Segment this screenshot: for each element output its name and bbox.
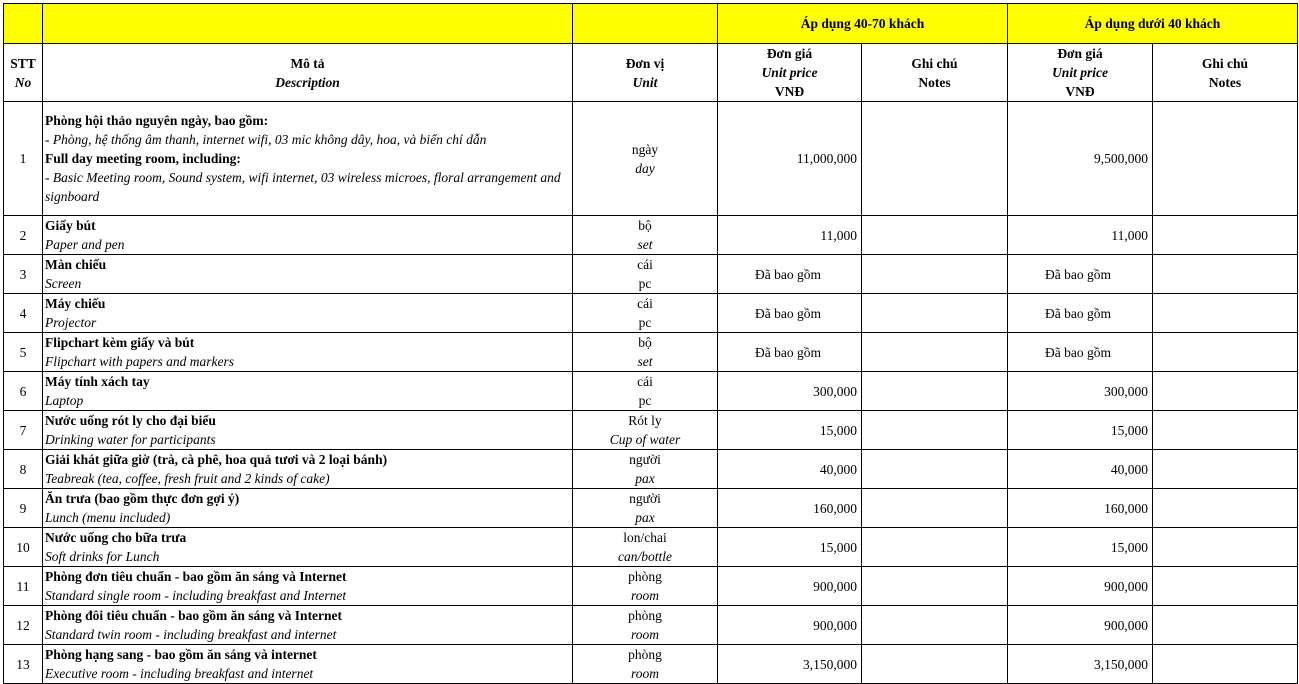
header-price-currency: VNĐ [1065, 84, 1095, 99]
description-cell [43, 489, 573, 528]
description-cell [43, 372, 573, 411]
description-cell [43, 333, 573, 372]
price-40-70: 15,000 [718, 528, 862, 567]
unit-vi: cái [637, 374, 653, 389]
notes-40-70 [862, 528, 1008, 567]
price-40-70: Đã bao gồm [718, 294, 862, 333]
table-row [4, 606, 1298, 645]
notes-under-40 [1153, 255, 1298, 294]
notes-40-70 [862, 450, 1008, 489]
notes-under-40 [1153, 294, 1298, 333]
unit-vi: phòng [628, 608, 662, 623]
price-40-70: 40,000 [718, 450, 862, 489]
row-number: 3 [4, 255, 43, 294]
description-cell [43, 528, 573, 567]
notes-40-70 [862, 102, 1008, 216]
notes-40-70 [862, 411, 1008, 450]
price-under-40: 300,000 [1008, 372, 1153, 411]
row-number: 8 [4, 450, 43, 489]
notes-under-40 [1153, 333, 1298, 372]
header-description [43, 44, 573, 102]
notes-40-70 [862, 489, 1008, 528]
blank-cell [573, 4, 718, 44]
description-line: Laptop [45, 393, 84, 408]
unit-vi: cái [637, 296, 653, 311]
header-desc-en: Description [275, 74, 340, 90]
header-price-vi: Đơn giá [1057, 46, 1103, 61]
unit-en: Cup of water [609, 432, 681, 447]
price-40-70: 15,000 [718, 411, 862, 450]
price-under-40: 3,150,000 [1008, 645, 1153, 684]
table-row [4, 567, 1298, 606]
header-notes-en: Notes [918, 74, 951, 90]
description-line: Executive room - including breakfast and internet [45, 666, 314, 681]
header-price-2 [1008, 44, 1153, 102]
table-row [4, 294, 1298, 333]
header-notes-1 [862, 44, 1008, 102]
header-price-1 [718, 44, 862, 102]
description-line: Full day meeting room, including: [45, 151, 241, 166]
unit-en: room [630, 627, 659, 642]
row-number: 13 [4, 645, 43, 684]
unit-cell [573, 645, 718, 684]
price-40-70: 11,000 [718, 216, 862, 255]
unit-vi: phòng [628, 569, 662, 584]
unit-vi: người [629, 491, 661, 506]
notes-under-40 [1153, 606, 1298, 645]
unit-cell [573, 528, 718, 567]
notes-40-70 [862, 606, 1008, 645]
unit-cell [573, 606, 718, 645]
notes-under-40 [1153, 372, 1298, 411]
description-cell [43, 567, 573, 606]
unit-cell [573, 333, 718, 372]
price-under-40: Đã bao gồm [1008, 333, 1153, 372]
price-under-40: 900,000 [1008, 606, 1153, 645]
description-line: - Basic Meeting room, Sound system, wifi internet, 03 wireless microes, floral arrangement and signboard [45, 170, 561, 204]
description-cell [43, 645, 573, 684]
price-40-70: 900,000 [718, 567, 862, 606]
row-number: 6 [4, 372, 43, 411]
unit-en: pc [638, 276, 652, 291]
description-line: Ăn trưa (bao gồm thực đơn gợi ý) [45, 491, 240, 506]
unit-vi: Rót ly [628, 413, 662, 428]
notes-under-40 [1153, 489, 1298, 528]
table-row [4, 372, 1298, 411]
price-under-40: 9,500,000 [1008, 102, 1153, 216]
price-under-40: 15,000 [1008, 528, 1153, 567]
header-price-vi: Đơn giá [766, 46, 813, 61]
notes-40-70 [862, 333, 1008, 372]
row-number: 10 [4, 528, 43, 567]
description-line: Soft drinks for Lunch [45, 549, 160, 564]
table-row [4, 102, 1298, 216]
price-under-40: Đã bao gồm [1008, 294, 1153, 333]
header-desc-vi: Mô tả [290, 55, 325, 71]
header-no-en: No [14, 74, 32, 90]
group-header-row [4, 4, 1298, 44]
row-number: 5 [4, 333, 43, 372]
description-line: Drinking water for participants [45, 432, 216, 447]
row-number: 2 [4, 216, 43, 255]
unit-vi: bộ [638, 335, 652, 350]
header-price-en: Unit price [761, 65, 818, 80]
header-notes-vi: Ghi chú [1201, 55, 1249, 71]
unit-cell [573, 411, 718, 450]
table-row [4, 645, 1298, 684]
description-line: Máy chiếu [45, 296, 106, 311]
description-line: Projector [45, 315, 97, 330]
row-number: 4 [4, 294, 43, 333]
notes-under-40 [1153, 450, 1298, 489]
table-row [4, 411, 1298, 450]
unit-vi: phòng [628, 647, 662, 662]
description-line: Máy tính xách tay [45, 374, 150, 389]
price-40-70: 160,000 [718, 489, 862, 528]
header-unit-vi: Đơn vị [625, 55, 665, 71]
price-40-70: 300,000 [718, 372, 862, 411]
unit-vi: người [629, 452, 661, 467]
description-line: Phòng hạng sang - bao gồm ăn sáng và internet [45, 647, 317, 662]
notes-40-70 [862, 216, 1008, 255]
unit-cell [573, 294, 718, 333]
unit-en: room [630, 588, 659, 603]
unit-cell [573, 450, 718, 489]
description-line: Phòng hội thảo nguyên ngày, bao gồm: [45, 113, 269, 128]
description-cell [43, 255, 573, 294]
unit-en: set [637, 237, 653, 252]
header-unit [573, 44, 718, 102]
unit-en: set [637, 354, 653, 369]
unit-cell [573, 567, 718, 606]
notes-under-40 [1153, 411, 1298, 450]
price-40-70: 3,150,000 [718, 645, 862, 684]
description-line: Giấy bút [45, 218, 96, 233]
unit-cell [573, 216, 718, 255]
header-no-vi: STT [10, 55, 36, 71]
unit-cell [573, 255, 718, 294]
unit-en: pc [638, 393, 652, 408]
header-price-currency: VNĐ [774, 84, 805, 99]
blank-cell [4, 4, 43, 44]
notes-under-40 [1153, 528, 1298, 567]
unit-cell [573, 372, 718, 411]
unit-vi: lon/chai [623, 530, 667, 545]
description-cell [43, 294, 573, 333]
notes-40-70 [862, 255, 1008, 294]
unit-en: can/bottle [618, 549, 672, 564]
group-header-40-70: Áp dụng 40-70 khách [718, 4, 1008, 44]
price-40-70: 900,000 [718, 606, 862, 645]
unit-vi: cái [637, 257, 653, 272]
header-price-en: Unit price [1052, 65, 1108, 80]
unit-en: room [630, 666, 659, 681]
row-number: 7 [4, 411, 43, 450]
description-line: Nước uống rót ly cho đại biểu [45, 413, 216, 428]
notes-under-40 [1153, 102, 1298, 216]
header-notes-en: Notes [1208, 74, 1242, 90]
header-no [4, 44, 43, 102]
description-line: Phòng đôi tiêu chuẩn - bao gồm ăn sáng và Internet [45, 608, 343, 623]
description-line: Giải khát giữa giờ (trà, cà phê, hoa quả tươi và 2 loại bánh) [45, 452, 388, 467]
description-cell [43, 411, 573, 450]
table-row [4, 489, 1298, 528]
unit-en: pc [638, 315, 652, 330]
price-40-70: Đã bao gồm [718, 255, 862, 294]
description-line: Standard single room - including breakfast and Internet [45, 588, 347, 603]
price-under-40: Đã bao gồm [1008, 255, 1153, 294]
column-header-row [4, 44, 1298, 102]
notes-under-40 [1153, 216, 1298, 255]
unit-en: day [635, 160, 655, 176]
notes-under-40 [1153, 645, 1298, 684]
notes-40-70 [862, 645, 1008, 684]
description-line: Paper and pen [45, 237, 125, 252]
description-line: Teabreak (tea, coffee, fresh fruit and 2 kinds of cake) [45, 471, 330, 486]
description-line: - Phòng, hệ thống âm thanh, internet wifi, 03 mic không dây, hoa, và biển chỉ dẫn [45, 132, 487, 147]
description-line: Phòng đơn tiêu chuẩn - bao gồm ăn sáng và Internet [45, 569, 347, 584]
header-notes-vi: Ghi chú [911, 55, 958, 71]
notes-40-70 [862, 372, 1008, 411]
price-under-40: 11,000 [1008, 216, 1153, 255]
unit-vi: bộ [638, 218, 652, 233]
notes-40-70 [862, 567, 1008, 606]
price-table [3, 3, 1298, 684]
price-under-40: 40,000 [1008, 450, 1153, 489]
table-row [4, 528, 1298, 567]
unit-vi: ngày [631, 141, 659, 157]
table-row [4, 333, 1298, 372]
table-row [4, 255, 1298, 294]
unit-cell [573, 489, 718, 528]
description-line: Flipchart with papers and markers [45, 354, 234, 369]
notes-40-70 [862, 294, 1008, 333]
row-number: 12 [4, 606, 43, 645]
price-under-40: 15,000 [1008, 411, 1153, 450]
unit-en: pax [635, 510, 655, 525]
row-number: 9 [4, 489, 43, 528]
notes-under-40 [1153, 567, 1298, 606]
description-cell [43, 216, 573, 255]
header-notes-2 [1153, 44, 1298, 102]
description-cell [43, 450, 573, 489]
header-unit-en: Unit [632, 74, 658, 90]
table-row [4, 450, 1298, 489]
table-row [4, 216, 1298, 255]
unit-en: pax [635, 471, 655, 486]
description-line: Flipchart kèm giấy và bút [45, 335, 195, 350]
blank-cell [43, 4, 573, 44]
group-header-under-40: Áp dụng dưới 40 khách [1008, 4, 1298, 44]
description-cell [43, 102, 573, 216]
price-under-40: 160,000 [1008, 489, 1153, 528]
price-40-70: Đã bao gồm [718, 333, 862, 372]
price-40-70: 11,000,000 [718, 102, 862, 216]
price-under-40: 900,000 [1008, 567, 1153, 606]
description-cell [43, 606, 573, 645]
description-line: Màn chiếu [45, 257, 107, 272]
row-number: 1 [4, 102, 43, 216]
description-line: Standard twin room - including breakfast and internet [45, 627, 337, 642]
description-line: Nước uống cho bữa trưa [45, 530, 187, 545]
description-line: Lunch (menu included) [45, 510, 171, 525]
unit-cell [573, 102, 718, 216]
description-line: Screen [45, 276, 82, 291]
row-number: 11 [4, 567, 43, 606]
